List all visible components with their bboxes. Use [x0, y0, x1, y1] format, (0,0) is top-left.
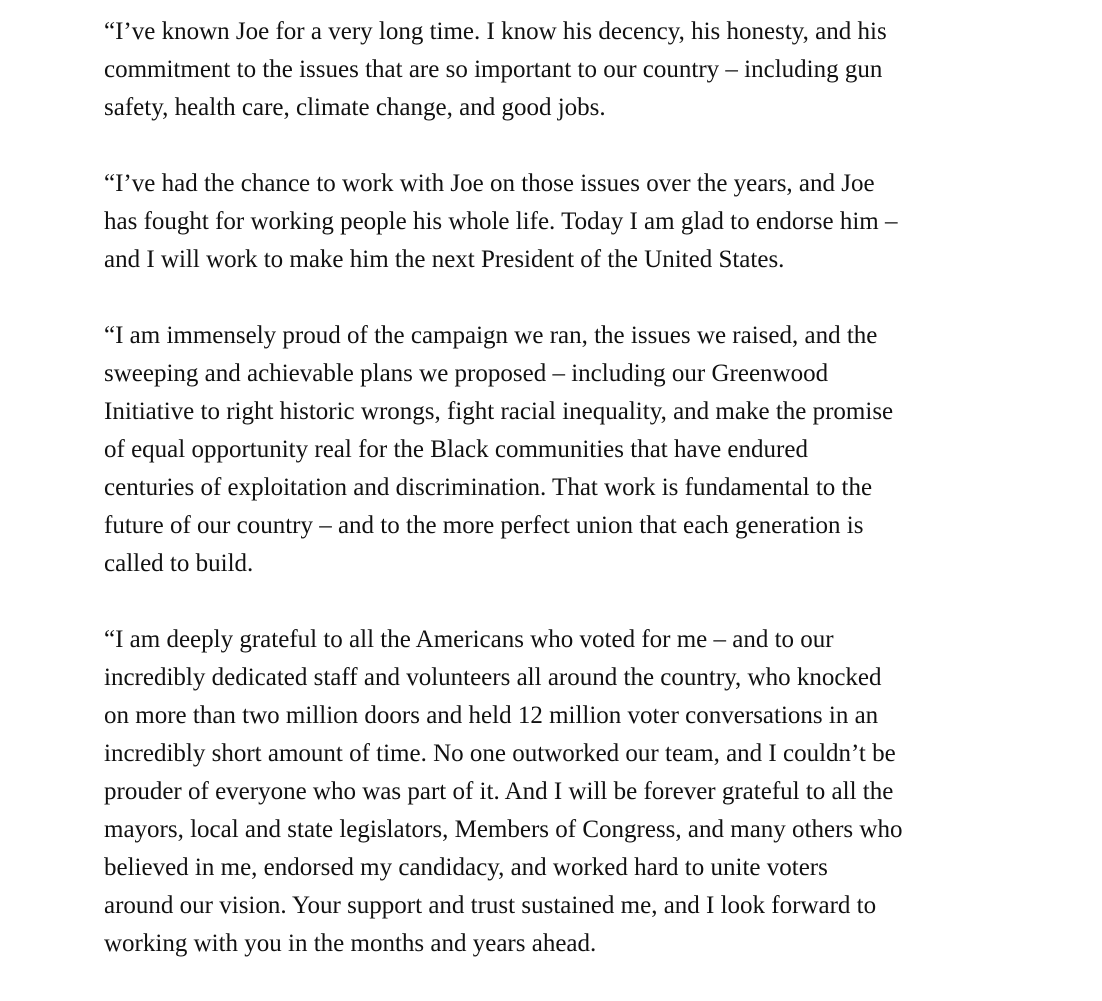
paragraph-line: mayors, local and state legislators, Members of Congress, and many others who — [104, 816, 903, 843]
paragraph-line: around our vision. Your support and trust sustained me, and I look forward to — [104, 892, 877, 919]
paragraph-line: centuries of exploitation and discrimination. That work is fundamental to the — [104, 474, 873, 501]
paragraph-1 — [104, 13, 1004, 127]
paragraph-line: believed in me, endorsed my candidacy, and worked hard to unite voters — [104, 854, 828, 881]
paragraph-line: safety, health care, climate change, and good jobs. — [104, 94, 606, 121]
paragraph-line: incredibly dedicated staff and volunteers all around the country, who knocked — [104, 664, 882, 691]
paragraph-line: incredibly short amount of time. No one outworked our team, and I couldn’t be — [104, 740, 896, 767]
paragraph-line: “I’ve known Joe for a very long time. I know his decency, his honesty, and his — [104, 18, 887, 45]
paragraph-3 — [104, 317, 1004, 583]
paragraph-line: on more than two million doors and held 12 million voter conversations in an — [104, 702, 879, 729]
paragraph-line: working with you in the months and years ahead. — [104, 930, 597, 957]
paragraph-line: has fought for working people his whole life. Today I am glad to endorse him – — [104, 208, 898, 235]
paragraph-line: “I am immensely proud of the campaign we ran, the issues we raised, and the — [104, 322, 878, 349]
paragraph-line: sweeping and achievable plans we proposed – including our Greenwood — [104, 360, 829, 387]
paragraph-4 — [104, 621, 1004, 963]
paragraph-line: and I will work to make him the next President of the United States. — [104, 246, 785, 273]
paragraph-line: “I am deeply grateful to all the Americans who voted for me – and to our — [104, 626, 834, 653]
paragraph-line: Initiative to right historic wrongs, fight racial inequality, and make the promise — [104, 398, 894, 425]
paragraph-line: “I’ve had the chance to work with Joe on those issues over the years, and Joe — [104, 170, 875, 197]
paragraph-2 — [104, 165, 1004, 279]
statement-text — [104, 13, 1004, 1001]
paragraph-line: of equal opportunity real for the Black communities that have endured — [104, 436, 808, 463]
paragraph-line: future of our country – and to the more perfect union that each generation is — [104, 512, 864, 539]
paragraph-line: commitment to the issues that are so important to our country – including gun — [104, 56, 883, 83]
paragraph-line: called to build. — [104, 550, 254, 577]
paragraph-line: prouder of everyone who was part of it. And I will be forever grateful to all the — [104, 778, 894, 805]
